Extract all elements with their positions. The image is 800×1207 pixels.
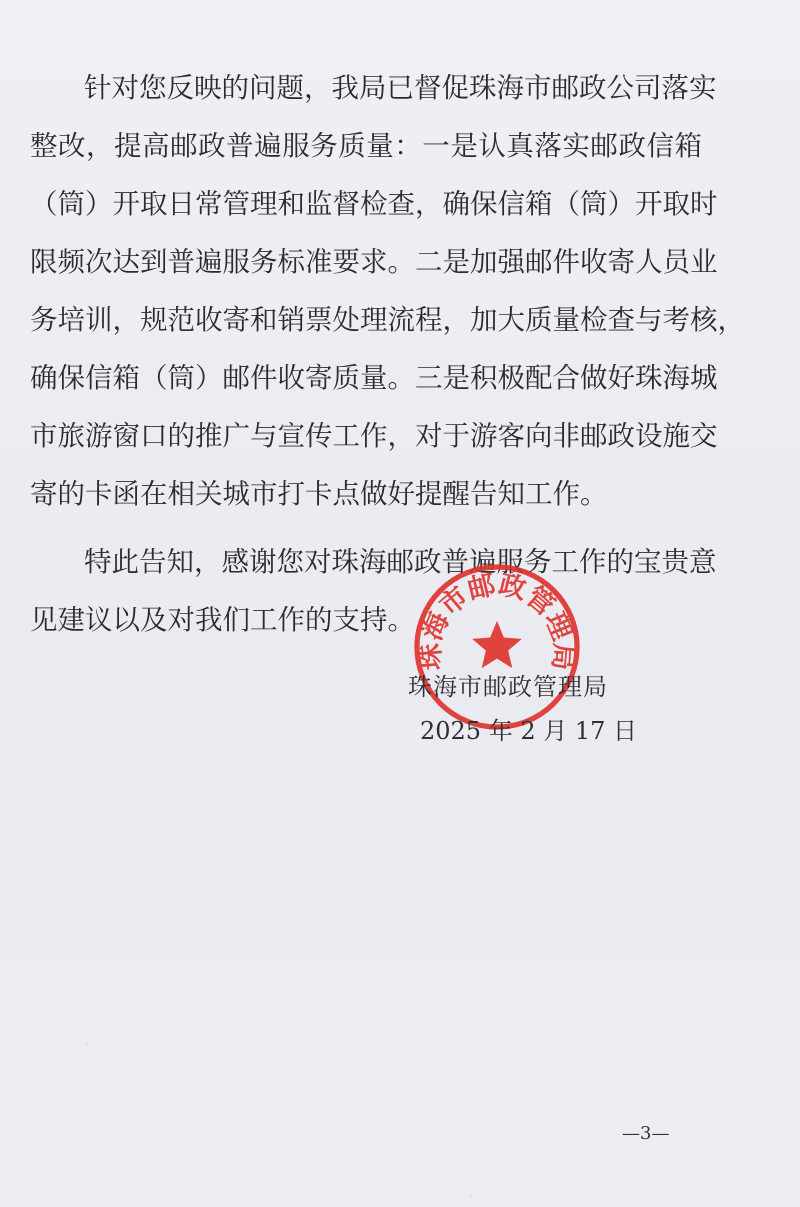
paragraph-line: 针对您反映的问题，我局已督促珠海市邮政公司落实 [84, 72, 717, 104]
paragraph-line: （筒）开取日常管理和监督检查，确保信箱（筒）开取时 [30, 188, 718, 220]
svg-text:珠海市邮政管理局: 珠海市邮政管理局 [414, 569, 580, 672]
paragraph-line: 市旅游窗口的推广与宣传工作，对于游客向非邮政设施交 [30, 420, 718, 452]
paragraph-line: 务培训，规范收寄和销票处理流程，加大质量检查与考核， [30, 304, 745, 336]
page-number: —3— [622, 1123, 670, 1144]
paragraph-line: 整改，提高邮政普遍服务质量：一是认真落实邮政信箱 [30, 130, 702, 162]
scan-speck [86, 1043, 87, 1044]
signature-date: 2025 年 2 月 17 日 [420, 717, 638, 745]
scan-speck [470, 1195, 471, 1196]
paragraph-line: 寄的卡函在相关城市打卡点做好提醒告知工作。 [30, 478, 608, 510]
star-icon [472, 621, 522, 668]
paragraph-line: 见建议以及对我们工作的支持。 [30, 604, 415, 636]
signature-organization: 珠海市邮政管理局 [408, 673, 608, 701]
paragraph-line: 限频次达到普遍服务标准要求。二是加强邮件收寄人员业 [30, 246, 718, 278]
official-seal-stamp [410, 560, 584, 734]
paragraph-line: 特此告知，感谢您对珠海邮政普遍服务工作的宝贵意 [84, 546, 717, 578]
paragraph-line: 确保信箱（筒）邮件收寄质量。三是积极配合做好珠海城 [30, 362, 718, 394]
